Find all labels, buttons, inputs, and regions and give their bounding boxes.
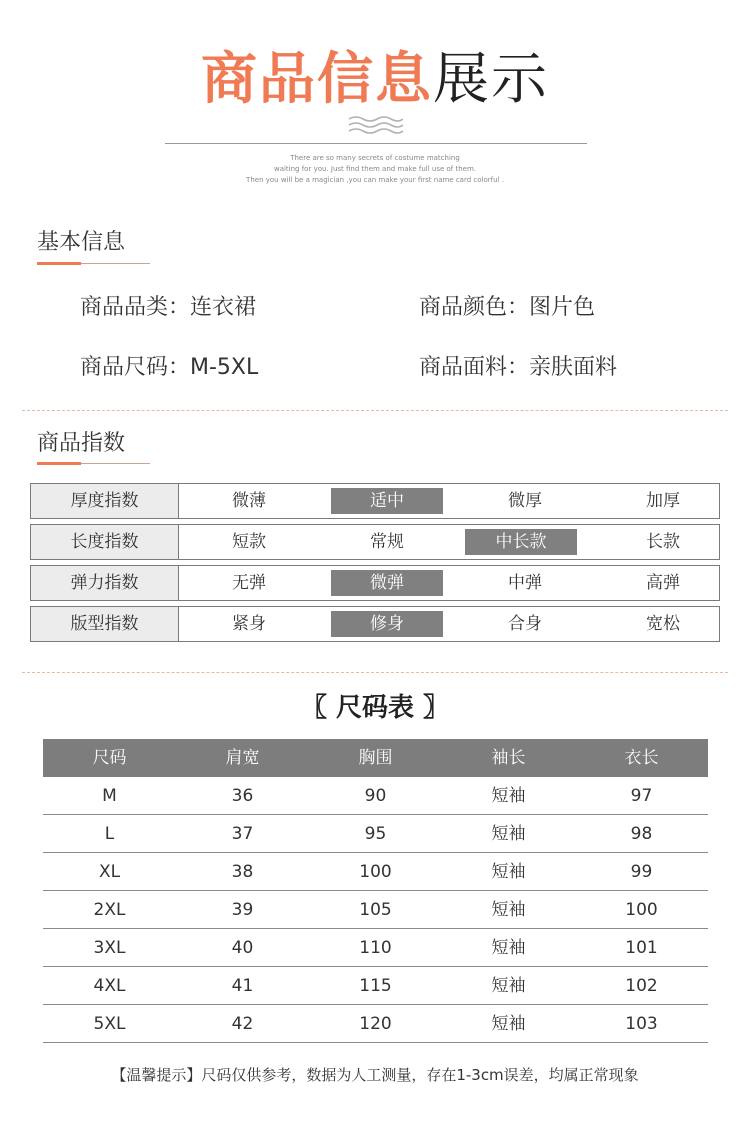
info-label: 商品品类： bbox=[80, 295, 191, 320]
table-cell: 短袖 bbox=[491, 862, 526, 882]
index-label: 厚度指数 bbox=[31, 484, 179, 518]
column-header: 衣长 bbox=[624, 748, 659, 768]
wave-icon bbox=[347, 114, 403, 136]
index-option-selected: 中长款 bbox=[465, 529, 577, 555]
table-cell: 37 bbox=[231, 824, 254, 844]
table-cell: 115 bbox=[359, 976, 392, 996]
header-divider bbox=[165, 143, 587, 144]
table-row bbox=[43, 853, 708, 891]
table-cell: 3XL bbox=[93, 938, 126, 958]
section-underline-accent bbox=[37, 462, 81, 465]
table-cell: 102 bbox=[625, 976, 658, 996]
table-cell: 短袖 bbox=[491, 938, 526, 958]
section-underline-accent bbox=[37, 262, 81, 265]
table-cell: XL bbox=[98, 862, 121, 882]
table-cell: 5XL bbox=[93, 1014, 126, 1034]
info-fabric bbox=[419, 353, 617, 383]
info-label: 商品尺码： bbox=[80, 355, 191, 380]
table-cell: 42 bbox=[231, 1014, 254, 1034]
index-option: 合身 bbox=[508, 614, 542, 634]
table-cell: 98 bbox=[630, 824, 653, 844]
info-label: 商品颜色： bbox=[419, 295, 530, 320]
index-option: 加厚 bbox=[646, 491, 680, 511]
table-row bbox=[43, 1005, 708, 1043]
table-row bbox=[43, 929, 708, 967]
header-tagline bbox=[0, 153, 750, 186]
table-cell: 110 bbox=[359, 938, 392, 958]
index-label: 弹力指数 bbox=[31, 566, 179, 600]
table-cell: 105 bbox=[359, 900, 392, 920]
page-title-rest: 展示 bbox=[433, 47, 549, 112]
index-row-thickness bbox=[30, 483, 720, 519]
info-value: M-5XL bbox=[190, 355, 259, 380]
column-header: 胸围 bbox=[358, 748, 393, 768]
table-cell: 39 bbox=[231, 900, 254, 920]
tagline-line: There are so many secrets of costume matching bbox=[290, 154, 460, 162]
info-value: 亲肤面料 bbox=[529, 355, 618, 380]
table-cell: 短袖 bbox=[491, 1014, 526, 1034]
table-cell: 101 bbox=[625, 938, 658, 958]
table-cell: 短袖 bbox=[491, 824, 526, 844]
index-option: 高弹 bbox=[646, 573, 680, 593]
column-header: 袖长 bbox=[491, 748, 526, 768]
index-option-selected: 微弹 bbox=[331, 570, 443, 596]
index-label: 版型指数 bbox=[31, 607, 179, 641]
column-header: 尺码 bbox=[92, 748, 127, 768]
index-option: 微厚 bbox=[508, 491, 542, 511]
index-option: 宽松 bbox=[646, 614, 680, 634]
index-option: 紧身 bbox=[232, 614, 266, 634]
index-row-elasticity bbox=[30, 565, 720, 601]
index-label: 长度指数 bbox=[31, 525, 179, 559]
tagline-line: waiting for you. Just find them and make full use of them. bbox=[273, 165, 477, 173]
table-cell: 120 bbox=[359, 1014, 392, 1034]
index-option: 中弹 bbox=[508, 573, 542, 593]
info-value: 连衣裙 bbox=[190, 295, 257, 320]
table-row bbox=[43, 777, 708, 815]
index-option-selected: 适中 bbox=[331, 488, 443, 514]
index-option: 无弹 bbox=[232, 573, 266, 593]
tagline-line: Then you will be a magician ,you can make your first name card colorful . bbox=[246, 176, 504, 184]
index-option: 长款 bbox=[646, 532, 680, 552]
index-row-fit bbox=[30, 606, 720, 642]
table-cell: 97 bbox=[630, 786, 653, 806]
table-cell: 38 bbox=[231, 862, 254, 882]
size-note: 【温馨提示】尺码仅供参考，数据为人工测量，存在1-3cm误差，均属正常现象 bbox=[111, 1066, 639, 1084]
info-label: 商品面料： bbox=[419, 355, 530, 380]
size-table bbox=[43, 739, 708, 1043]
index-option: 常规 bbox=[370, 532, 404, 552]
page-title bbox=[0, 44, 750, 116]
dashed-divider bbox=[22, 672, 728, 673]
table-cell: 103 bbox=[625, 1014, 658, 1034]
info-category bbox=[80, 293, 256, 323]
table-cell: 2XL bbox=[93, 900, 126, 920]
section-title-index: 商品指数 bbox=[37, 431, 126, 456]
index-option-selected: 修身 bbox=[331, 611, 443, 637]
table-cell: 99 bbox=[630, 862, 653, 882]
table-cell: 短袖 bbox=[491, 976, 526, 996]
table-cell: 4XL bbox=[93, 976, 126, 996]
size-table-header bbox=[43, 739, 708, 777]
info-value: 图片色 bbox=[529, 295, 596, 320]
column-header: 肩宽 bbox=[225, 748, 260, 768]
table-row bbox=[43, 967, 708, 1005]
index-option: 短款 bbox=[232, 532, 266, 552]
page-title-accent: 商品信息 bbox=[201, 47, 433, 112]
table-cell: 36 bbox=[231, 786, 254, 806]
info-size bbox=[80, 353, 258, 383]
table-cell: 100 bbox=[359, 862, 392, 882]
dashed-divider bbox=[22, 410, 728, 411]
size-chart-title: 〖 尺码表 〗 bbox=[300, 693, 450, 723]
index-row-length bbox=[30, 524, 720, 560]
table-cell: 短袖 bbox=[491, 786, 526, 806]
table-cell: 40 bbox=[231, 938, 254, 958]
info-color bbox=[419, 293, 595, 323]
table-cell: 短袖 bbox=[491, 900, 526, 920]
section-title-basic: 基本信息 bbox=[37, 230, 126, 255]
table-cell: 95 bbox=[364, 824, 387, 844]
table-row bbox=[43, 815, 708, 853]
table-cell: 41 bbox=[231, 976, 254, 996]
table-cell: M bbox=[102, 786, 117, 806]
table-row bbox=[43, 891, 708, 929]
table-cell: L bbox=[104, 824, 115, 844]
table-cell: 100 bbox=[625, 900, 658, 920]
index-option: 微薄 bbox=[232, 491, 266, 511]
table-cell: 90 bbox=[364, 786, 387, 806]
